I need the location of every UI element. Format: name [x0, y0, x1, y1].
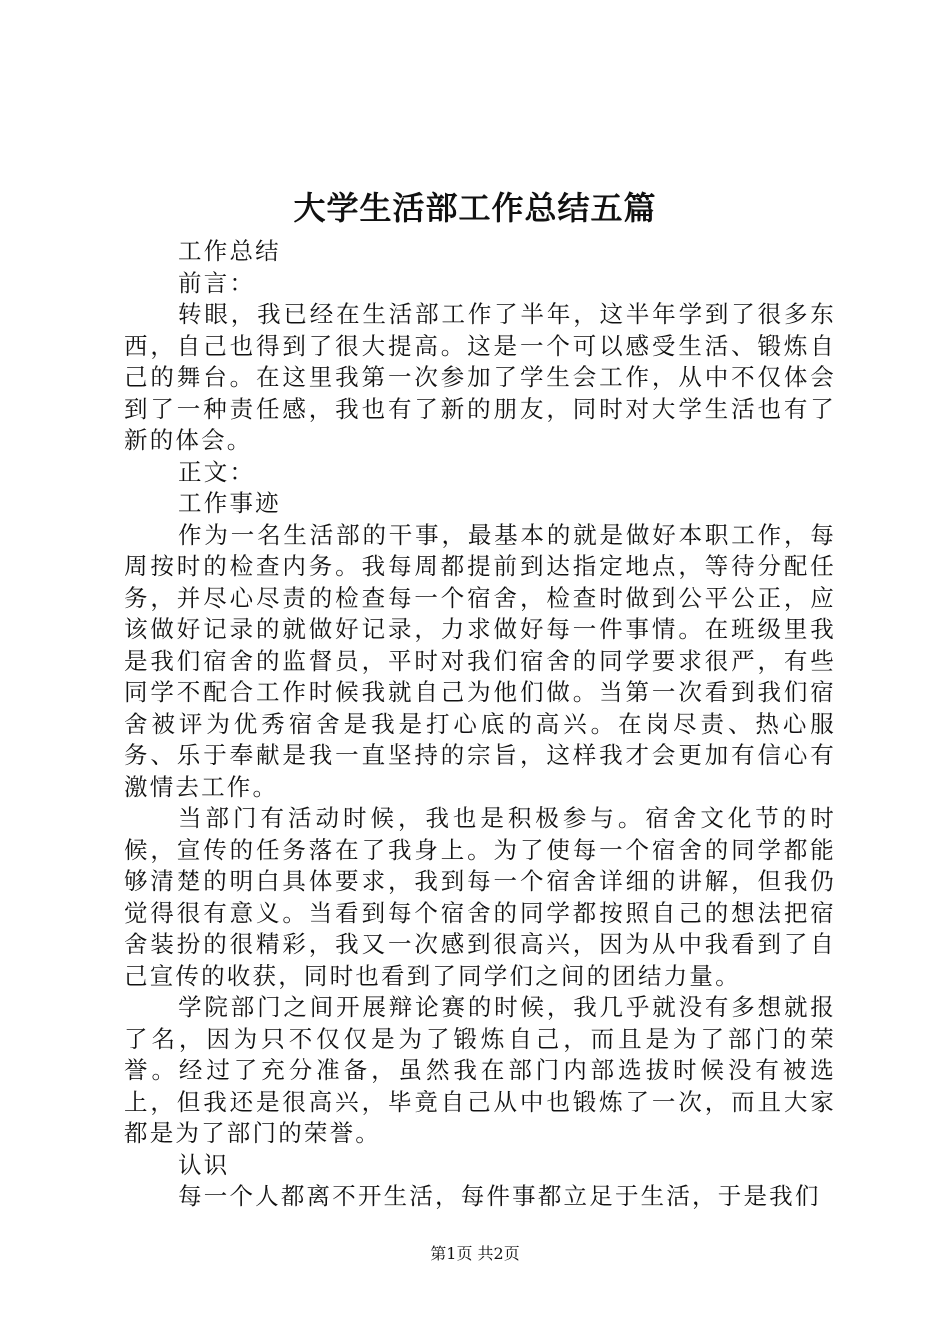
heading-preface: 前言： — [178, 268, 256, 297]
paragraph-preface: 转眼，我已经在生活部工作了半年，这半年学到了很多东西，自己也得到了很大提高。这是一个可以感受生活、锻炼自己的舞台。在这里我第一次参加了学生会工作，从中不仅体会到了一种责任感，我也有了新的朋友，同时对大学生活也有了新的体会。 — [124, 300, 836, 454]
paragraph-duties: 作为一名生活部的干事，最基本的就是做好本职工作，每周按时的检查内务。我每周都提前到达指定地点，等待分配任务，并尽心尽责的检查每一个宿舍，检查时做到公平公正，应该做好记录的就做好记录，力求做好每一件事情。在班级里我是我们宿舍的监督员，平时对我们宿舍的同学要求很严，有些同学不配合工作时候我就自己为他们做。当第一次看到我们宿舍被评为优秀宿舍是我是打心底的高兴。在岗尽责、热心服务、乐于奉献是我一直坚持的宗旨，这样我才会更加有信心有激情去工作。 — [124, 520, 836, 801]
heading-understanding: 认识 — [178, 1150, 230, 1179]
heading-work-record: 工作事迹 — [178, 489, 281, 517]
paragraph-understanding: 每一个人都离不开生活，每件事都立足于生活，于是我们 — [178, 1182, 821, 1210]
paragraph-debate: 学院部门之间开展辩论赛的时候，我几乎就没有多想就报了名，因为只不仅仅是为了锻炼自己，而且是为了部门的荣誉。经过了充分准备，虽然我在部门内部选拔时候没有被选上，但我还是很高兴，毕竟自己从中也锻炼了一次，而且大家都是为了部门的荣誉。 — [124, 993, 836, 1147]
heading-work-summary: 工作总结 — [178, 237, 281, 265]
document-body — [124, 236, 836, 1213]
paragraph-activities: 当部门有活动时候，我也是积极参与。宿舍文化节的时候，宣传的任务落在了我身上。为了使每一个宿舍的同学都能够清楚的明白具体要求，我到每一个宿舍详细的讲解，但我仍觉得很有意义。当看到每个宿舍的同学都按照自己的想法把宿舍装扮的很精彩，我又一次感到很高兴，因为从中我看到了自己宣传的收获，同时也看到了同学们之间的团结力量。 — [124, 804, 836, 990]
page-indicator: 第1页 共2页 — [430, 1244, 520, 1263]
document-title: 大学生活部工作总结五篇 — [293, 189, 657, 227]
heading-main-text: 正文： — [178, 457, 256, 486]
